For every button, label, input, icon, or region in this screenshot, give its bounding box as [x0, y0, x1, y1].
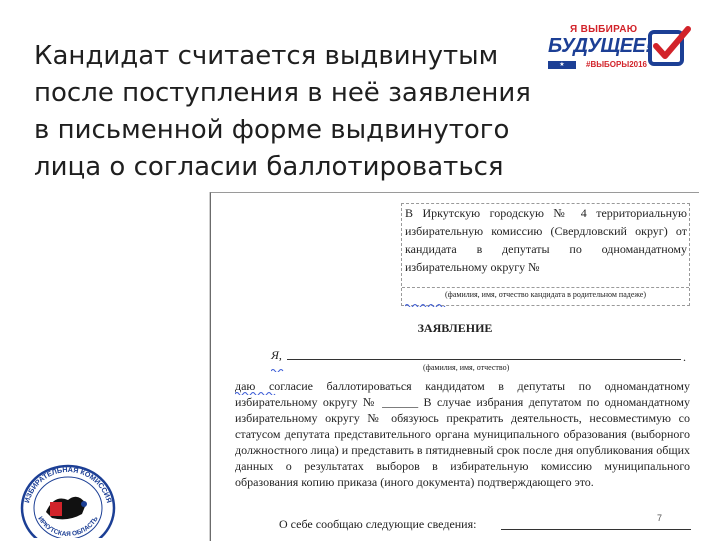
applicant-name-line: [287, 359, 681, 360]
logo-line1: Я ВЫБИРАЮ: [570, 24, 638, 35]
addressee-text: В Иркутскую городскую № 4 территориальную избирательную комиссию (Свердловский округ) от кандидата в депутаты по одномандатному избирательному округу №: [405, 206, 687, 274]
slide-title: Кандидат считается выдвинутым после поступления в неё заявления в письменной форме выдвинутого лица о согласии баллотироваться: [34, 41, 531, 182]
svg-text:ИЗБИРАТЕЛЬНАЯ КОМИССИЯ: ИЗБИРАТЕЛЬНАЯ КОМИССИЯ: [22, 464, 114, 504]
document-heading: ЗАЯВЛЕНИЕ: [417, 321, 493, 335]
logo-line2: БУДУЩЕЕ!: [548, 35, 652, 57]
elections-logo: [546, 24, 696, 78]
page-number: 7: [657, 513, 663, 523]
addressee-hint: (фамилия, имя, отчество кандидата в родительном падеже): [444, 290, 647, 299]
applicant-label: Я,: [271, 348, 282, 362]
applicant-line-end: .: [683, 350, 686, 364]
spellcheck-underline: [271, 368, 285, 372]
checkbox-check-icon: [648, 26, 692, 66]
addressee-block: [401, 203, 690, 306]
spellcheck-underline: [235, 391, 277, 395]
addressee-divider: [402, 287, 689, 288]
applicant-hint: (фамилия, имя, отчество): [423, 363, 510, 372]
svg-text:ИРКУТСКАЯ ОБЛАСТЬ: ИРКУТСКАЯ ОБЛАСТЬ: [36, 515, 100, 538]
spellcheck-underline: [405, 303, 447, 307]
irkutsk-election-commission-emblem-icon: [14, 452, 118, 538]
info-intro-line: О себе сообщаю следующие сведения:: [279, 517, 477, 531]
application-form-image: [210, 192, 699, 541]
consent-paragraph: даю согласие баллотироваться кандидатом в депутаты по одномандатному избирательному округу № ______ В случае избрания депутатом по одномандатному избирательному округу № обязуюсь прекратить деятельность, несовместимую со статусом депутата представительного органа муниципального образования (выборного должностного лица) и представить в пятидневный срок после дня опубликования общих данных о результатах выборов в избирательную комиссию муниципального образования копию приказа (иного документа) подтверждающего это.: [235, 379, 690, 489]
info-fill-line: [501, 529, 691, 530]
logo-hashtag: #ВЫБОРЫ2016: [586, 60, 647, 69]
logo-tag-badge: ★: [548, 61, 576, 69]
